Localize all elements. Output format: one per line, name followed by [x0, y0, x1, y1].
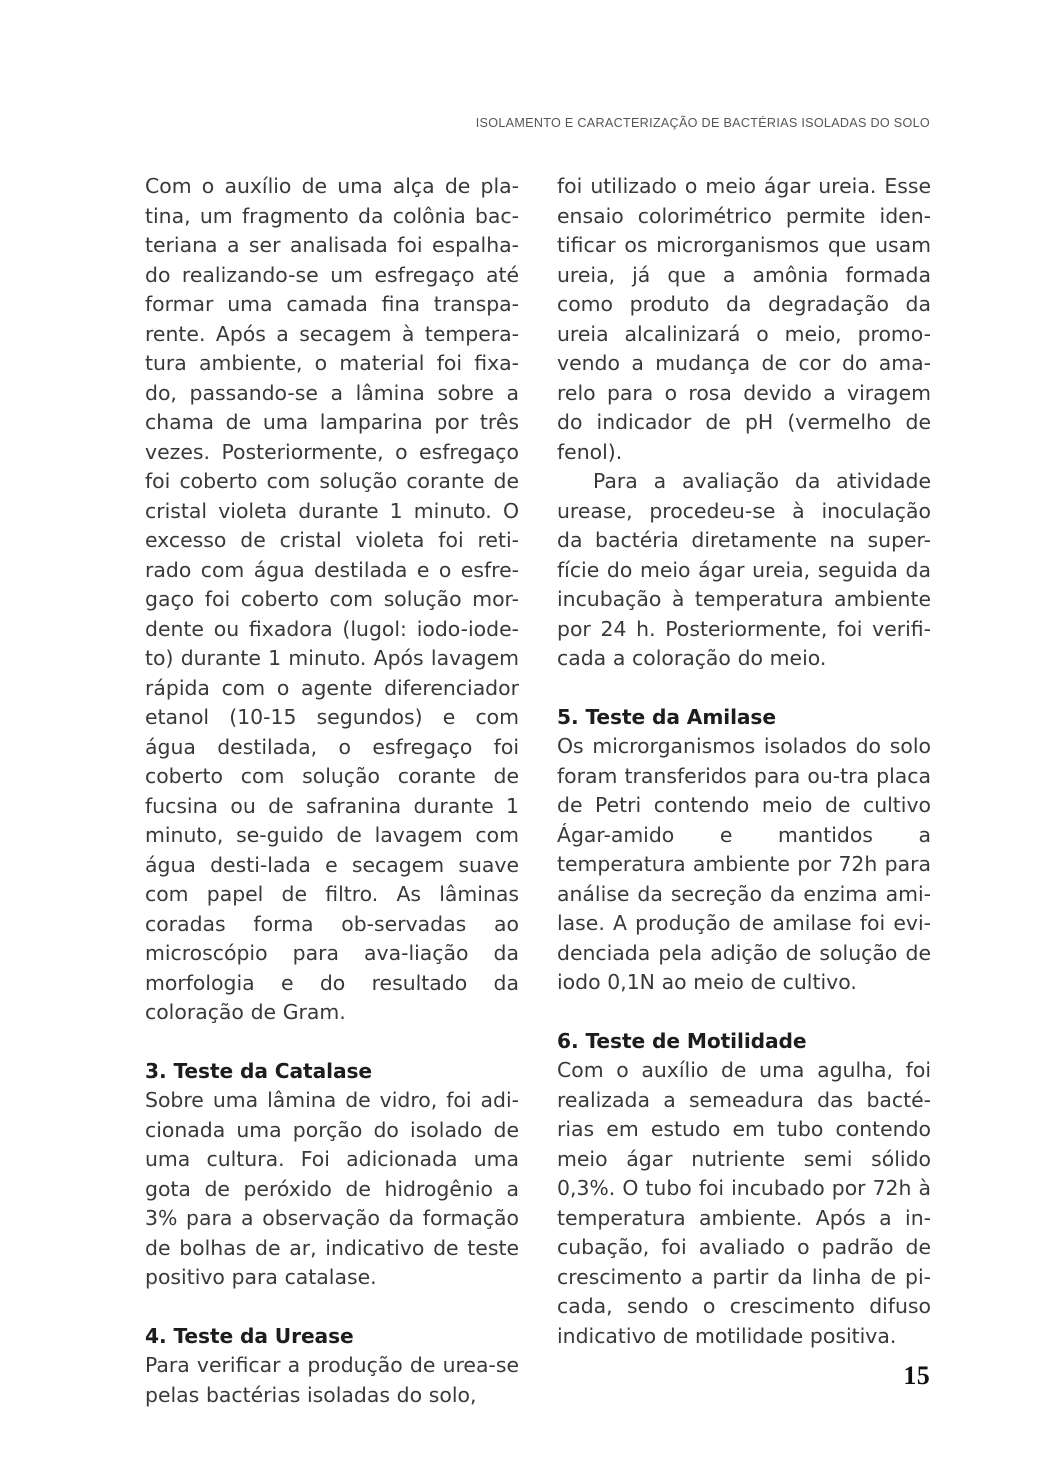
two-column-body	[145, 172, 931, 1407]
paragraph: Sobre uma lâmina de vidro, foi adi-cionada uma porção do isolado de uma cultura. Foi adicionada uma gota de peróxido de hidrogênio a 3% para a observação da formação de bolhas de ar, indicativo de teste positivo para catalase.	[145, 1088, 519, 1289]
paragraph: Para verificar a produção de urea-se pelas bactérias isoladas do solo,	[145, 1353, 519, 1407]
section-heading-amilase: 5. Teste da Amilase	[557, 704, 776, 729]
running-header: ISOLAMENTO E CARACTERIZAÇÃO DE BACTÉRIAS ISOLADAS DO SOLO	[475, 116, 930, 130]
left-column	[145, 172, 519, 1407]
right-column	[557, 172, 931, 1348]
paragraph: Para a avaliação da atividade urease, procedeu-se à inoculação da bactéria diretamente na super-fície do meio ágar ureia, seguida da incubação à temperatura ambiente por 24 h. Posteriormente, foi verifi-cada a coloração do meio.	[557, 469, 931, 670]
section-heading-catalase: 3. Teste da Catalase	[145, 1058, 372, 1083]
section-heading-motilidade: 6. Teste de Motilidade	[557, 1028, 807, 1053]
paragraph: foi utilizado o meio ágar ureia. Esse ensaio colorimétrico permite iden-tificar os microrganismos que usam ureia, já que a amônia formada como produto da degradação da ureia alcalinizará o meio, promo-vendo a mudança de cor do ama-relo para o rosa devido a viragem do indicador de pH (vermelho de fenol).	[557, 174, 931, 464]
page-number: 15	[903, 1361, 930, 1390]
paragraph: Com o auxílio de uma alça de pla-tina, um fragmento da colônia bac-teriana a ser analisada foi espalha-do realizando-se um esfregaço até formar uma camada fina transpa-rente. Após a secagem à tempera-tura ambiente, o material foi fixa-do, passando-se a lâmina sobre a chama de uma lamparina por três vezes. Posteriormente, o esfregaço foi coberto com solução corante de cristal violeta durante 1 minuto. O excesso de cristal violeta foi reti-rado com água destilada e o esfre-gaço foi coberto com solução mor-dente ou fixadora (lugol: iodo-iode-to) durante 1 minuto. Após lavagem rápida com o agente diferenciador etanol (10-15 segundos) e com água destilada, o esfregaço foi coberto com solução corante de fucsina ou de safranina durante 1 minuto, se-guido de lavagem com água desti-lada e secagem suave com papel de filtro. As lâminas coradas forma ob-servadas ao microscópio para ava-liação da morfologia e do resultado da coloração de Gram.	[145, 174, 519, 1024]
paragraph: Com o auxílio de uma agulha, foi realizada a semeadura das bacté-rias em estudo em tubo contendo meio ágar nutriente semi sólido 0,3%. O tubo foi incubado por 72h à temperatura ambiente. Após a in-cubação, foi avaliado o padrão de crescimento a partir da linha de pi-cada, sendo o crescimento difuso indicativo de motilidade positiva.	[557, 1058, 931, 1348]
paragraph: Os microrganismos isolados do solo foram transferidos para ou-tra placa de Petri contendo meio de cultivo Ágar-amido e mantidos a temperatura ambiente por 72h para análise da secreção da enzima ami-lase. A produção de amilase foi evi-denciada pela adição de solução de iodo 0,1N ao meio de cultivo.	[557, 734, 931, 994]
section-heading-urease: 4. Teste da Urease	[145, 1323, 354, 1348]
